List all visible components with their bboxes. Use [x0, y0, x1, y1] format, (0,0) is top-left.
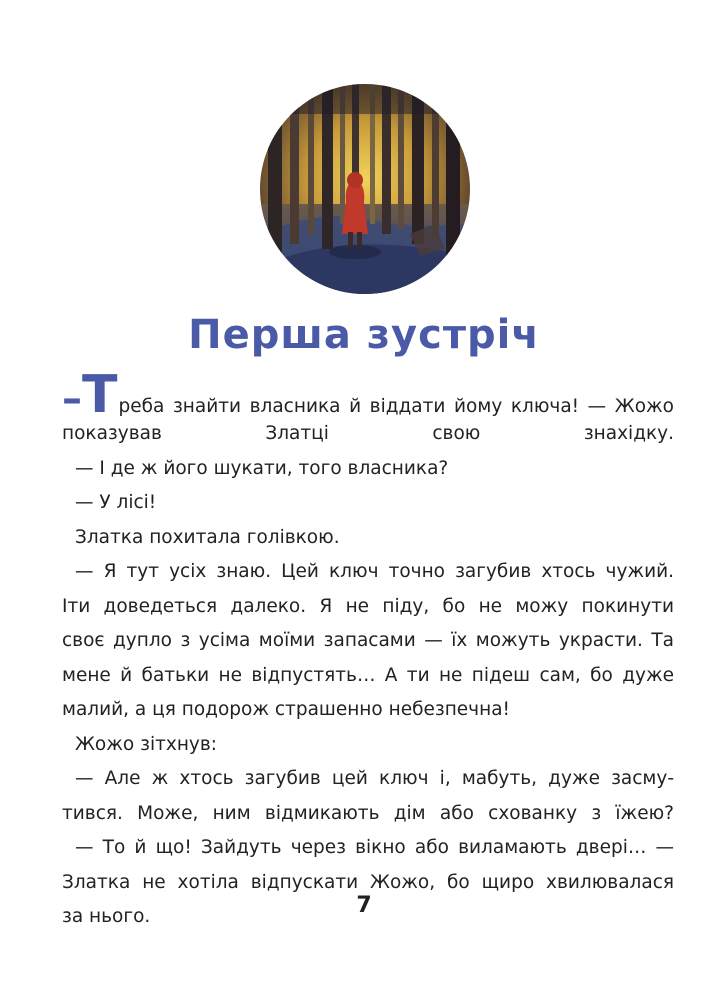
chapter-title: Перша зустріч — [188, 312, 540, 358]
text-line: — Я тут усіх знаю. Цей ключ точно загубив хтось чужий. — [75, 561, 674, 582]
text-line: мене й батьки не відпустять… А ти не підеш сам, бо дуже — [62, 664, 674, 686]
text-line: тився. Може, ним відмикають дім або схованку з їжею? — [62, 802, 674, 824]
text-line: Златка похитала голівкою. — [75, 526, 340, 548]
text-line: Златка не хотіла відпускати Жожо, бо щиро хвилювалася — [62, 871, 674, 893]
text-line: Жожо зітхнув: — [75, 733, 217, 755]
drop-cap: Т — [82, 365, 118, 425]
story-text — [62, 365, 674, 935]
opening-dash: – — [62, 376, 82, 422]
text-line: за нього. — [62, 906, 151, 927]
text-line: Іти доведеться далеко. Я не піду, бо не можу покинути — [62, 595, 674, 617]
text-line: показував Златці свою знахідку. — [62, 423, 674, 444]
text-line: своє дупло з усіма моїми запасами — їх можуть украсти. Та — [62, 630, 674, 651]
forest-girl-illustration — [260, 84, 470, 294]
page-number: 7 — [356, 893, 372, 918]
text-line: — І де ж його шукати, того власника? — [75, 457, 449, 479]
text-line: малий, а ця подорож страшенно небезпечна! — [62, 699, 510, 720]
text-line: — У лісі! — [75, 492, 157, 513]
text-line: — Але ж хтось загубив цей ключ і, мабуть, дуже засму- — [75, 768, 674, 789]
text-line: — То й що! Зайдуть через вікно або виламають двері… — — [75, 837, 674, 858]
opening-line — [62, 365, 674, 425]
opening-rest: реба знайти власника й віддати йому ключа! — Жожо — [118, 396, 674, 417]
